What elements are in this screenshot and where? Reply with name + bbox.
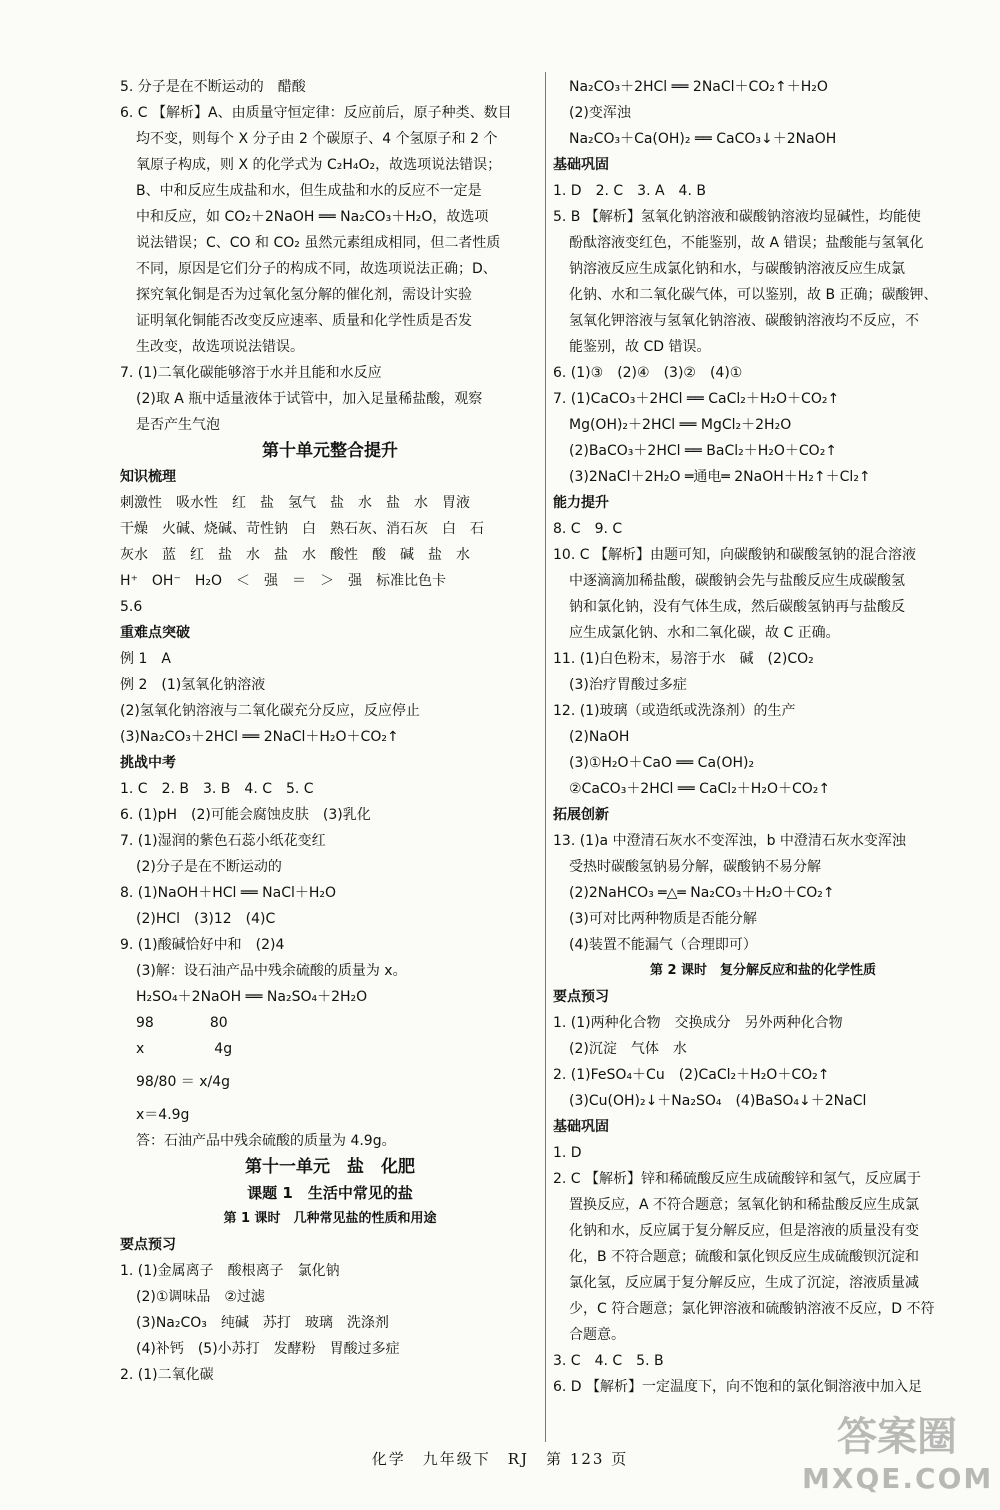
text-line: x 4g xyxy=(136,1041,233,1057)
text-line: 9. (1)酸碱恰好中和 (2)4 xyxy=(120,937,285,953)
text-line: ②CaCO₃＋2HCl ══ CaCl₂＋H₂O＋CO₂↑ xyxy=(569,781,831,797)
text-line: 中逐滴滴加稀盐酸，碳酸钠会先与盐酸反应生成碳酸氢 xyxy=(569,573,905,589)
text-line: (2)氢氧化钠溶液与二氧化碳充分反应，反应停止 xyxy=(120,703,420,719)
text-line: 8. C 9. C xyxy=(553,521,623,537)
text-line: (3)2NaCl＋2H₂O ═通电═ 2NaOH＋H₂↑＋Cl₂↑ xyxy=(569,469,871,485)
left-column xyxy=(120,74,540,1388)
text-line: (2)变浑浊 xyxy=(569,105,631,121)
text-line: 7. (1)二氧化碳能够溶于水并且能和水反应 xyxy=(120,365,382,381)
text-line: 灰水 蓝 红 盐 水 盐 水 酸性 酸 碱 盐 水 xyxy=(120,547,470,563)
text-line: 证明氧化铜能否改变反应速率、质量和化学性质是否发 xyxy=(136,313,472,329)
text-line: 3. C 4. C 5. B xyxy=(553,1353,664,1369)
lesson-title: 第 1 课时 几种常见盐的性质和用途 xyxy=(223,1211,437,1226)
lesson-title: 第 2 课时 复分解反应和盐的化学性质 xyxy=(649,963,877,978)
text-line: 刺激性 吸水性 红 盐 氢气 盐 水 盐 水 胃液 xyxy=(120,495,470,511)
text-line: Na₂CO₃＋2HCl ══ 2NaCl＋CO₂↑＋H₂O xyxy=(569,79,828,95)
text-line: 化钠、水和二氧化碳气体，可以鉴别，故 B 正确；碳酸钾、 xyxy=(569,287,938,303)
text-line: 中和反应，如 CO₂＋2NaOH ══ Na₂CO₃＋H₂O，故选项 xyxy=(136,209,489,225)
text-line: (2)2NaHCO₃ ═△═ Na₂CO₃＋H₂O＋CO₂↑ xyxy=(569,885,835,901)
text-line: (3)Na₂CO₃＋2HCl ══ 2NaCl＋H₂O＋CO₂↑ xyxy=(120,729,399,745)
unit-title: 第十一单元 盐 化肥 xyxy=(245,1157,415,1177)
text-line: 受热时碳酸氢钠易分解，碳酸钠不易分解 xyxy=(569,859,821,875)
text-line: 8. (1)NaOH＋HCl ══ NaCl＋H₂O xyxy=(120,885,337,901)
text-line: 答：石油产品中残余硫酸的质量为 4.9g。 xyxy=(136,1133,396,1149)
text-line: 是否产生气泡 xyxy=(136,417,220,433)
text-line: (4)补钙 (5)小苏打 发酵粉 胃酸过多症 xyxy=(136,1341,400,1357)
text-line: x＝4.9g xyxy=(136,1107,190,1123)
text-line: 少，C 符合题意；氯化钾溶液和硫酸钠溶液不反应，D 不符 xyxy=(569,1301,935,1317)
text-line: 1. D xyxy=(553,1145,582,1161)
text-line: (3)Cu(OH)₂↓＋Na₂SO₄ (4)BaSO₄↓＋2NaCl xyxy=(569,1093,867,1109)
text-line: (2)取 A 瓶中适量液体于试管中，加入足量稀盐酸，观察 xyxy=(136,391,483,407)
text-line: 12. (1)玻璃（或造纸或洗涤剂）的生产 xyxy=(553,703,796,719)
text-line: 1. C 2. B 3. B 4. C 5. C xyxy=(120,781,314,797)
section-heading: 要点预习 xyxy=(120,1237,176,1253)
text-line: 干燥 火碱、烧碱、苛性钠 白 熟石灰、消石灰 白 石 xyxy=(120,521,484,537)
text-line: (2)沉淀 气体 水 xyxy=(569,1041,687,1057)
text-line: H⁺ OH⁻ H₂O ＜ 强 ＝ ＞ 强 标准比色卡 xyxy=(120,573,447,589)
text-line: 例 1 A xyxy=(120,651,171,667)
text-line: 2. (1)FeSO₄＋Cu (2)CaCl₂＋H₂O＋CO₂↑ xyxy=(553,1067,830,1083)
text-line: 说法错误；C、CO 和 CO₂ 虽然元素组成相同，但二者性质 xyxy=(136,235,501,251)
text-line: 探究氧化铜是否为过氧化氢分解的催化剂，需设计实验 xyxy=(136,287,472,303)
watermark-text-url: MXQE.COM xyxy=(802,1462,994,1495)
section-heading: 知识梳理 xyxy=(120,469,176,485)
section-heading: 能力提升 xyxy=(553,495,609,511)
text-line: 钠和氯化钠，没有气体生成，然后碳酸氢钠再与盐酸反 xyxy=(569,599,905,615)
text-line: 1. D 2. C 3. A 4. B xyxy=(553,183,706,199)
text-line: (3)治疗胃酸过多症 xyxy=(569,677,687,693)
text-line: 11. (1)白色粉末，易溶于水 碱 (2)CO₂ xyxy=(553,651,814,667)
topic-title: 课题 1 生活中常见的盐 xyxy=(247,1184,413,1202)
text-line: 1. (1)金属离子 酸根离子 氯化钠 xyxy=(120,1263,340,1279)
text-line: (2)分子是在不断运动的 xyxy=(136,859,282,875)
text-line: 置换反应，A 不符合题意；氢氧化钠和稀盐酸反应生成氯 xyxy=(569,1197,920,1213)
section-heading: 基础巩固 xyxy=(553,1119,609,1135)
text-line: (2)BaCO₃＋2HCl ══ BaCl₂＋H₂O＋CO₂↑ xyxy=(569,443,838,459)
watermark-logo xyxy=(802,1412,992,1504)
text-line: 5. 分子是在不断运动的 醋酸 xyxy=(120,79,306,95)
text-line: 6. D 【解析】一定温度下，向不饱和的氯化铜溶液中加入足 xyxy=(553,1379,923,1395)
text-line: 生改变，故选项说法错误。 xyxy=(136,339,304,355)
section-heading: 拓展创新 xyxy=(553,807,609,823)
watermark-text-cn: 答案圈 xyxy=(837,1414,957,1460)
text-line: (3)解：设石油产品中残余硫酸的质量为 x。 xyxy=(136,963,407,979)
text-line: 氯化氢，反应属于复分解反应，生成了沉淀，溶液质量减 xyxy=(569,1275,919,1291)
text-line: 氢氧化钾溶液与氢氧化钠溶液、碳酸钠溶液均不反应，不 xyxy=(569,313,919,329)
fraction-equation: 98/80 ＝ x/4g xyxy=(136,1074,231,1090)
text-line: 能鉴别，故 CD 错误。 xyxy=(569,339,711,355)
text-line: 酚酞溶液变红色，不能鉴别，故 A 错误；盐酸能与氢氧化 xyxy=(569,235,924,251)
text-line: 氧原子构成，则 X 的化学式为 C₂H₄O₂，故选项说法错误； xyxy=(136,157,502,173)
text-line: H₂SO₄＋2NaOH ══ Na₂SO₄＋2H₂O xyxy=(136,989,368,1005)
text-line: 合题意。 xyxy=(569,1327,625,1343)
column-divider xyxy=(545,72,546,1442)
text-line: 均不变，则每个 X 分子由 2 个碳原子、4 个氢原子和 2 个 xyxy=(136,131,498,147)
text-line: 5.6 xyxy=(120,599,143,615)
text-line: 化，B 不符合题意；硫酸和氯化钡反应生成硫酸钡沉淀和 xyxy=(569,1249,920,1265)
text-line: 6. C 【解析】A、由质量守恒定律：反应前后，原子种类、数目 xyxy=(120,105,512,121)
unit-title: 第十单元整合提升 xyxy=(262,441,398,461)
text-line: 7. (1)CaCO₃＋2HCl ══ CaCl₂＋H₂O＋CO₂↑ xyxy=(553,391,840,407)
section-heading: 要点预习 xyxy=(553,989,609,1005)
text-line: (3)Na₂CO₃ 纯碱 苏打 玻璃 洗涤剂 xyxy=(136,1315,389,1331)
text-line: (4)装置不能漏气（合理即可） xyxy=(569,937,757,953)
text-line: B、中和反应生成盐和水，但生成盐和水的反应不一定是 xyxy=(136,183,482,199)
section-heading: 基础巩固 xyxy=(553,157,609,173)
text-line: (3)可对比两种物质是否能分解 xyxy=(569,911,757,927)
text-line: 6. (1)③ (2)④ (3)② (4)① xyxy=(553,365,743,381)
text-line: 1. (1)两种化合物 交换成分 另外两种化合物 xyxy=(553,1015,843,1031)
section-heading: 重难点突破 xyxy=(120,625,190,641)
page-footer: 化学 九年级下 RJ 第 123 页 xyxy=(371,1450,629,1468)
text-line: 7. (1)湿润的紫色石蕊小纸花变红 xyxy=(120,833,326,849)
text-line: 6. (1)pH (2)可能会腐蚀皮肤 (3)乳化 xyxy=(120,807,371,823)
text-line: Na₂CO₃＋Ca(OH)₂ ══ CaCO₃↓＋2NaOH xyxy=(569,131,837,147)
text-line: (2)①调味品 ②过滤 xyxy=(136,1289,265,1305)
section-heading: 挑战中考 xyxy=(120,755,176,771)
text-line: 化钠和水，反应属于复分解反应，但是溶液的质量没有变 xyxy=(569,1223,919,1239)
right-column xyxy=(553,74,973,1400)
text-line: Mg(OH)₂＋2HCl ══ MgCl₂＋2H₂O xyxy=(569,417,792,433)
text-line: 2. (1)二氧化碳 xyxy=(120,1367,214,1383)
text-line: 10. C 【解析】由题可知，向碳酸钠和碳酸氢钠的混合溶液 xyxy=(553,547,916,563)
text-line: 13. (1)a 中澄清石灰水不变浑浊，b 中澄清石灰水变浑浊 xyxy=(553,833,906,849)
text-line: 5. B 【解析】氢氧化钠溶液和碳酸钠溶液均显碱性，均能使 xyxy=(553,209,921,225)
text-line: 例 2 (1)氢氧化钠溶液 xyxy=(120,677,266,693)
text-line: 钠溶液反应生成氯化钠和水，与碳酸钠溶液反应生成氯 xyxy=(569,261,905,277)
text-line: 应生成氯化钠、水和二氧化碳，故 C 正确。 xyxy=(569,625,840,641)
text-line: (2)NaOH xyxy=(569,729,630,745)
text-line: 2. C 【解析】锌和稀硫酸反应生成硫酸锌和氢气，反应属于 xyxy=(553,1171,922,1187)
text-line: 不同，原因是它们分子的构成不同，故选项说法正确；D、 xyxy=(136,261,497,277)
text-line: (3)①H₂O＋CaO ══ Ca(OH)₂ xyxy=(569,755,755,771)
text-line: (2)HCl (3)12 (4)C xyxy=(136,911,276,927)
text-line: 98 80 xyxy=(136,1015,228,1031)
